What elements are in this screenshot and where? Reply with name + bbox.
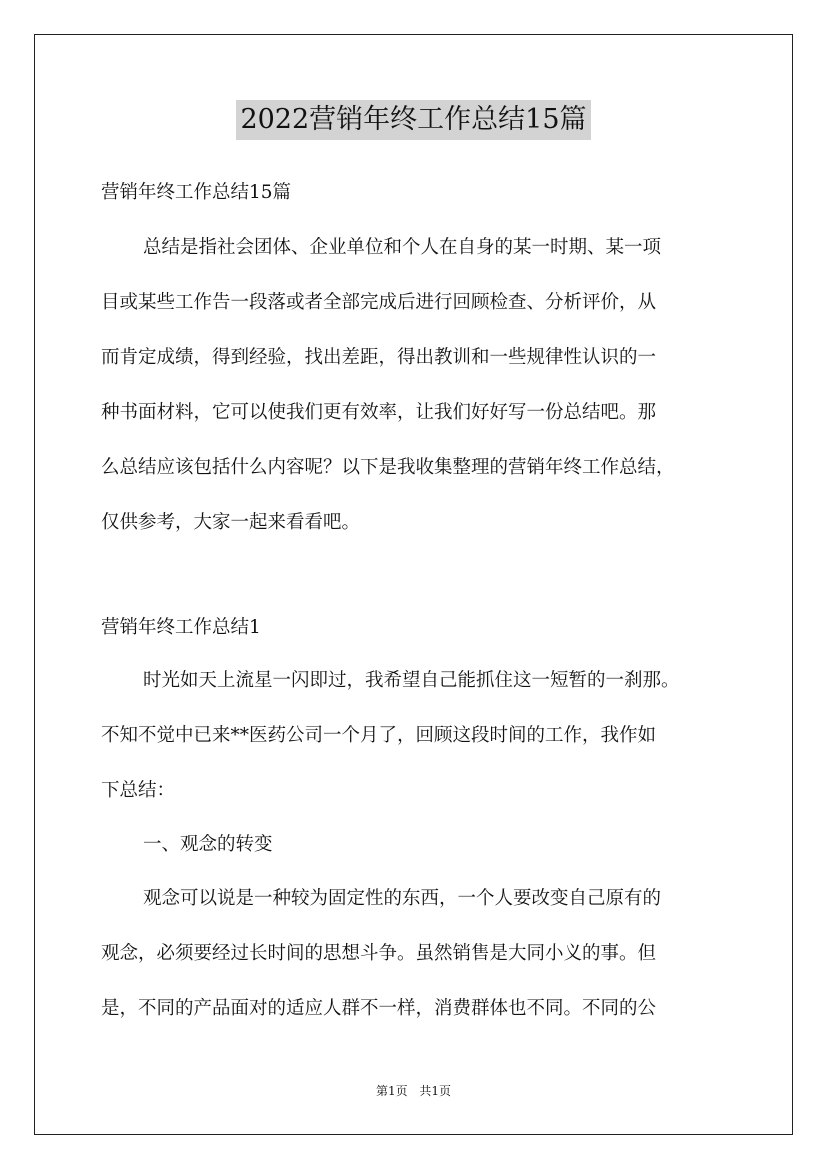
intro-line: 总结是指社会团体、企业单位和个人在自身的某一时期、某一项 <box>143 237 662 258</box>
intro-line: 种书面材料，它可以使我们更有效率，让我们好好写一份总结吧。那 <box>101 402 657 423</box>
intro-line: 仅供参考，大家一起来看看吧。 <box>101 512 361 533</box>
document-title: 2022营销年终工作总结15篇 <box>236 100 590 140</box>
page-footer <box>0 1083 827 1099</box>
title-container <box>0 100 827 140</box>
section-line: 不知不觉中已来**医药公司一个月了，回顾这段时间的工作，我作如 <box>101 725 657 746</box>
section-line: 时光如天上流星一闪即过，我希望自己能抓住这一短暂的一刹那。 <box>143 670 680 691</box>
document-subtitle: 营销年终工作总结15篇 <box>101 182 292 203</box>
section-line: 下总结： <box>101 780 176 801</box>
intro-line: 么总结应该包括什么内容呢？以下是我收集整理的营销年终工作总结， <box>101 457 675 478</box>
intro-line: 目或某些工作告一段落或者全部完成后进行回顾检查、分析评价，从 <box>101 292 657 313</box>
section-heading: 营销年终工作总结1 <box>101 617 261 638</box>
page-total: 共1页 <box>419 1084 452 1098</box>
subheading: 一、观念的转变 <box>143 834 273 855</box>
sub-line: 观念可以说是一种较为固定性的东西，一个人要改变自己原有的 <box>143 888 662 909</box>
sub-line: 观念，必须要经过长时间的思想斗争。虽然销售是大同小义的事。但 <box>101 943 657 964</box>
sub-line: 是，不同的产品面对的适应人群不一样，消费群体也不同。不同的公 <box>101 998 657 1019</box>
intro-line: 而肯定成绩，得到经验，找出差距，得出教训和一些规律性认识的一 <box>101 347 657 368</box>
page-number: 第1页 <box>375 1084 408 1098</box>
